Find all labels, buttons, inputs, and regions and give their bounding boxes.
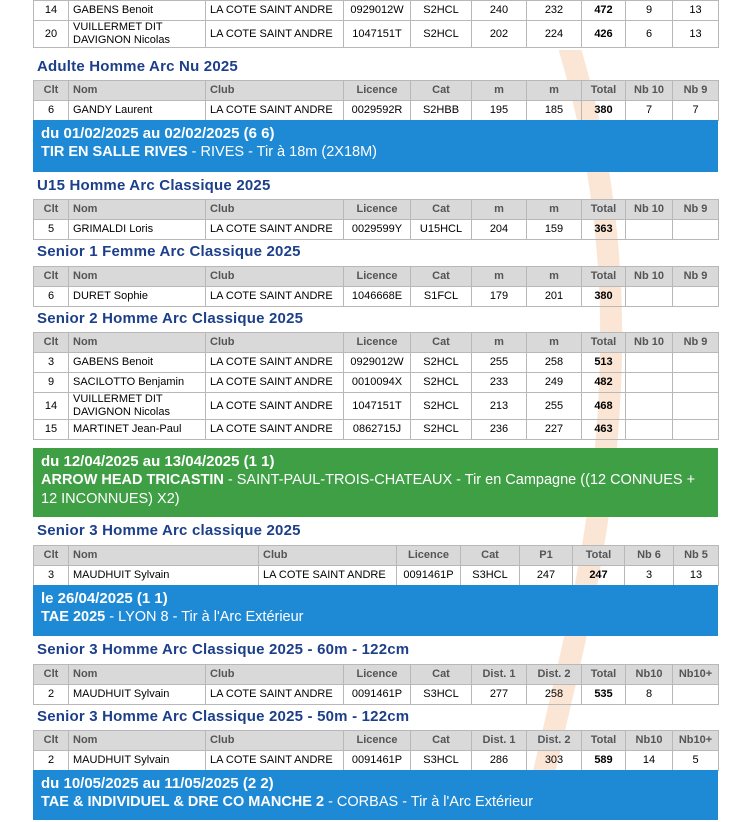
column-header: Nb 10 bbox=[626, 333, 673, 353]
cell-clt: 15 bbox=[34, 420, 69, 440]
table-row bbox=[34, 685, 719, 705]
column-header: Clt bbox=[34, 333, 69, 353]
section-title: Senior 3 Homme Arc Classique 2025 - 50m - 122cm bbox=[37, 708, 410, 725]
cell-cat: S2HCL bbox=[411, 373, 472, 393]
cell-m2: 255 bbox=[527, 393, 582, 420]
section-title: Senior 3 Homme Arc Classique 2025 - 60m - 122cm bbox=[37, 641, 410, 658]
cell-nb9 bbox=[673, 420, 719, 440]
column-header: Nb 9 bbox=[673, 267, 719, 287]
cell-nb10 bbox=[626, 373, 673, 393]
cell-clt: 2 bbox=[34, 751, 69, 771]
cell-m1: 236 bbox=[472, 420, 527, 440]
column-header: Nb10 bbox=[626, 731, 673, 751]
cell-total: 426 bbox=[582, 21, 626, 48]
cell-nb10 bbox=[626, 287, 673, 307]
column-header: m bbox=[472, 267, 527, 287]
cell-licence: 1047151T bbox=[344, 393, 411, 420]
column-header: Nb10 bbox=[626, 665, 673, 685]
cell-m2: 159 bbox=[527, 220, 582, 240]
column-header: Cat bbox=[411, 81, 472, 101]
event-date: le 26/04/2025 (1 1) bbox=[41, 590, 168, 607]
cell-m1: 204 bbox=[472, 220, 527, 240]
table-row bbox=[34, 420, 719, 440]
cell-total: 363 bbox=[582, 220, 626, 240]
table-row bbox=[34, 566, 719, 586]
column-header: m bbox=[527, 81, 582, 101]
event-banner bbox=[33, 448, 718, 517]
cell-total: 589 bbox=[582, 751, 626, 771]
event-details: - CORBAS - Tir à l'Arc Extérieur bbox=[324, 794, 534, 810]
column-header: Cat bbox=[411, 267, 472, 287]
column-header: Dist. 2 bbox=[527, 731, 582, 751]
cell-clt: 6 bbox=[34, 101, 69, 121]
table-s1 bbox=[33, 80, 719, 121]
cell-club: LA COTE SAINT ANDRE bbox=[259, 566, 397, 586]
cell-nb9 bbox=[673, 685, 719, 705]
column-header: m bbox=[472, 200, 527, 220]
column-header: Nom bbox=[69, 665, 206, 685]
cell-m1: 240 bbox=[472, 1, 527, 21]
column-header: Total bbox=[582, 81, 626, 101]
column-header: Nb 9 bbox=[673, 333, 719, 353]
column-header: m bbox=[527, 200, 582, 220]
table-row bbox=[34, 287, 719, 307]
cell-nom: VUILLERMET DIT DAVIGNON Nicolas bbox=[69, 393, 206, 420]
column-header: Nb 6 bbox=[625, 546, 674, 566]
cell-nb5: 13 bbox=[674, 566, 719, 586]
cell-licence: 1046668E bbox=[344, 287, 411, 307]
cell-m2: 258 bbox=[527, 353, 582, 373]
column-header: Total bbox=[582, 333, 626, 353]
column-header: Total bbox=[582, 665, 626, 685]
column-header: Clt bbox=[34, 665, 69, 685]
cell-m2: 185 bbox=[527, 101, 582, 121]
column-header: Club bbox=[259, 546, 397, 566]
cell-m1: 233 bbox=[472, 373, 527, 393]
column-header: m bbox=[527, 333, 582, 353]
column-header: Nom bbox=[69, 546, 259, 566]
table-row bbox=[34, 373, 719, 393]
cell-club: LA COTE SAINT ANDRE bbox=[206, 101, 344, 121]
cell-cat: U15HCL bbox=[411, 220, 472, 240]
section-title: Senior 2 Homme Arc Classique 2025 bbox=[37, 310, 304, 327]
cell-nb10: 8 bbox=[626, 685, 673, 705]
cell-total: 468 bbox=[582, 393, 626, 420]
cell-club: LA COTE SAINT ANDRE bbox=[206, 21, 344, 48]
table-row bbox=[34, 353, 719, 373]
column-header: m bbox=[472, 333, 527, 353]
event-details: - RIVES - Tir à 18m (2X18M) bbox=[187, 144, 377, 160]
cell-m1: 213 bbox=[472, 393, 527, 420]
cell-m2: 249 bbox=[527, 373, 582, 393]
cell-licence: 0862715J bbox=[344, 420, 411, 440]
cell-m1: 277 bbox=[472, 685, 527, 705]
cell-cat: S3HCL bbox=[461, 566, 520, 586]
cell-nb9: 5 bbox=[673, 751, 719, 771]
column-header: Nom bbox=[69, 81, 206, 101]
cell-licence: 0929012W bbox=[344, 353, 411, 373]
cell-clt: 20 bbox=[34, 21, 69, 48]
table-row bbox=[34, 220, 719, 240]
column-header: Total bbox=[573, 546, 625, 566]
column-header: Licence bbox=[344, 731, 411, 751]
column-header: Club bbox=[206, 267, 344, 287]
column-header: Total bbox=[582, 200, 626, 220]
column-header: Cat bbox=[411, 200, 472, 220]
column-header: Clt bbox=[34, 546, 69, 566]
cell-m1: 202 bbox=[472, 21, 527, 48]
column-header: Cat bbox=[411, 333, 472, 353]
event-date: du 12/04/2025 au 13/04/2025 (1 1) bbox=[41, 453, 275, 470]
column-header: Nb 10 bbox=[626, 267, 673, 287]
cell-cat: S3HCL bbox=[411, 685, 472, 705]
column-header: Dist. 1 bbox=[472, 731, 527, 751]
column-header: Licence bbox=[344, 333, 411, 353]
table-s2 bbox=[33, 199, 719, 240]
cell-clt: 14 bbox=[34, 1, 69, 21]
column-header: Nb10+ bbox=[673, 731, 719, 751]
cell-cat: S2HCL bbox=[411, 353, 472, 373]
column-header: Clt bbox=[34, 731, 69, 751]
cell-nb10 bbox=[626, 353, 673, 373]
event-name: ARROW HEAD TRICASTIN bbox=[41, 472, 224, 488]
cell-total: 463 bbox=[582, 420, 626, 440]
cell-m1: 179 bbox=[472, 287, 527, 307]
event-name: TAE 2025 bbox=[41, 609, 106, 625]
cell-nb9: 13 bbox=[673, 21, 719, 48]
column-header: Licence bbox=[397, 546, 461, 566]
cell-club: LA COTE SAINT ANDRE bbox=[206, 287, 344, 307]
cell-nom: DURET Sophie bbox=[69, 287, 206, 307]
event-banner bbox=[33, 585, 718, 636]
cell-nom: SACILOTTO Benjamin bbox=[69, 373, 206, 393]
cell-total: 513 bbox=[582, 353, 626, 373]
column-header: Dist. 2 bbox=[527, 665, 582, 685]
table-row bbox=[34, 21, 719, 48]
cell-cat: S2HCL bbox=[411, 393, 472, 420]
cell-nom: GABENS Benoit bbox=[69, 1, 206, 21]
cell-clt: 5 bbox=[34, 220, 69, 240]
column-header: P1 bbox=[520, 546, 573, 566]
cell-clt: 14 bbox=[34, 393, 69, 420]
cell-club: LA COTE SAINT ANDRE bbox=[206, 393, 344, 420]
table-row bbox=[34, 101, 719, 121]
cell-nom: VUILLERMET DIT DAVIGNON Nicolas bbox=[69, 21, 206, 48]
cell-nom: GANDY Laurent bbox=[69, 101, 206, 121]
column-header: Nb10+ bbox=[673, 665, 719, 685]
table-row bbox=[34, 393, 719, 420]
column-header: Nom bbox=[69, 731, 206, 751]
event-details: - LYON 8 - Tir à l'Arc Extérieur bbox=[105, 609, 304, 625]
cell-total: 535 bbox=[582, 685, 626, 705]
section-title: U15 Homme Arc Classique 2025 bbox=[37, 177, 271, 194]
cell-total: 247 bbox=[573, 566, 625, 586]
cell-cat: S1FCL bbox=[411, 287, 472, 307]
column-header: Cat bbox=[411, 665, 472, 685]
cell-nb6: 3 bbox=[625, 566, 674, 586]
cell-total: 472 bbox=[582, 1, 626, 21]
column-header: Club bbox=[206, 333, 344, 353]
cell-nom: MAUDHUIT Sylvain bbox=[69, 566, 259, 586]
cell-nom: GABENS Benoit bbox=[69, 353, 206, 373]
cell-nb10 bbox=[626, 393, 673, 420]
cell-licence: 0029599Y bbox=[344, 220, 411, 240]
column-header: Licence bbox=[344, 200, 411, 220]
cell-licence: 0010094X bbox=[344, 373, 411, 393]
column-header: Nb 5 bbox=[674, 546, 719, 566]
cell-nb10 bbox=[626, 220, 673, 240]
cell-nb10: 7 bbox=[626, 101, 673, 121]
cell-club: LA COTE SAINT ANDRE bbox=[206, 220, 344, 240]
section-title: Senior 1 Femme Arc Classique 2025 bbox=[37, 243, 301, 260]
column-header: Nb 10 bbox=[626, 200, 673, 220]
event-details: - SAINT-PAUL-TROIS-CHATEAUX - Tir en Campagne ((12 CONNUES + 12 INCONNUES) X2) bbox=[41, 472, 696, 507]
cell-licence: 0091461P bbox=[344, 751, 411, 771]
section-title: Senior 3 Homme Arc classique 2025 bbox=[37, 522, 301, 539]
cell-clt: 2 bbox=[34, 685, 69, 705]
cell-nom: MARTINET Jean-Paul bbox=[69, 420, 206, 440]
table-top-partial bbox=[33, 0, 719, 48]
event-banner bbox=[33, 120, 718, 172]
cell-nom: MAUDHUIT Sylvain bbox=[69, 685, 206, 705]
cell-total: 380 bbox=[582, 101, 626, 121]
cell-licence: 0091461P bbox=[344, 685, 411, 705]
event-date: du 10/05/2025 au 11/05/2025 (2 2) bbox=[41, 775, 274, 792]
column-header: Total bbox=[582, 267, 626, 287]
cell-nb9 bbox=[673, 373, 719, 393]
column-header: Licence bbox=[344, 81, 411, 101]
column-header: Total bbox=[582, 731, 626, 751]
column-header: Nom bbox=[69, 267, 206, 287]
column-header: Nb 10 bbox=[626, 81, 673, 101]
table-row bbox=[34, 751, 719, 771]
cell-m1: 195 bbox=[472, 101, 527, 121]
cell-nb9: 13 bbox=[673, 1, 719, 21]
column-header: Club bbox=[206, 665, 344, 685]
cell-cat: S2HCL bbox=[411, 21, 472, 48]
column-header: Nb 9 bbox=[673, 200, 719, 220]
column-header: Cat bbox=[461, 546, 520, 566]
cell-clt: 6 bbox=[34, 287, 69, 307]
column-header: Club bbox=[206, 81, 344, 101]
cell-club: LA COTE SAINT ANDRE bbox=[206, 685, 344, 705]
cell-nb9 bbox=[673, 353, 719, 373]
event-banner bbox=[33, 770, 718, 820]
cell-licence: 1047151T bbox=[344, 21, 411, 48]
cell-club: LA COTE SAINT ANDRE bbox=[206, 1, 344, 21]
cell-m2: 227 bbox=[527, 420, 582, 440]
cell-cat: S2HCL bbox=[411, 420, 472, 440]
table-s3 bbox=[33, 266, 719, 307]
cell-nom: MAUDHUIT Sylvain bbox=[69, 751, 206, 771]
column-header: Clt bbox=[34, 200, 69, 220]
table-s6 bbox=[33, 664, 719, 705]
table-s4 bbox=[33, 332, 719, 440]
cell-m1: 255 bbox=[472, 353, 527, 373]
column-header: Nom bbox=[69, 333, 206, 353]
table-s5 bbox=[33, 545, 719, 586]
cell-club: LA COTE SAINT ANDRE bbox=[206, 751, 344, 771]
cell-club: LA COTE SAINT ANDRE bbox=[206, 420, 344, 440]
event-date: du 01/02/2025 au 02/02/2025 (6 6) bbox=[41, 125, 275, 142]
cell-nb10: 9 bbox=[626, 1, 673, 21]
column-header: m bbox=[527, 267, 582, 287]
cell-clt: 3 bbox=[34, 353, 69, 373]
column-header: Cat bbox=[411, 731, 472, 751]
cell-nb10: 14 bbox=[626, 751, 673, 771]
column-header: m bbox=[472, 81, 527, 101]
cell-cat: S2HCL bbox=[411, 1, 472, 21]
cell-nb9: 7 bbox=[673, 101, 719, 121]
table-row bbox=[34, 1, 719, 21]
cell-m2: 224 bbox=[527, 21, 582, 48]
cell-licence: 0091461P bbox=[397, 566, 461, 586]
cell-clt: 3 bbox=[34, 566, 69, 586]
column-header: Licence bbox=[344, 267, 411, 287]
cell-m2: 232 bbox=[527, 1, 582, 21]
cell-licence: 0929012W bbox=[344, 1, 411, 21]
column-header: Clt bbox=[34, 267, 69, 287]
event-name: TAE & INDIVIDUEL & DRE CO MANCHE 2 bbox=[41, 794, 325, 810]
section-title: Adulte Homme Arc Nu 2025 bbox=[37, 58, 238, 75]
cell-nom: GRIMALDI Loris bbox=[69, 220, 206, 240]
cell-total: 380 bbox=[582, 287, 626, 307]
cell-nb10 bbox=[626, 420, 673, 440]
cell-total: 482 bbox=[582, 373, 626, 393]
table-s7 bbox=[33, 730, 719, 771]
cell-m2: 258 bbox=[527, 685, 582, 705]
cell-nb9 bbox=[673, 220, 719, 240]
cell-m1: 286 bbox=[472, 751, 527, 771]
cell-p1: 247 bbox=[520, 566, 573, 586]
cell-club: LA COTE SAINT ANDRE bbox=[206, 353, 344, 373]
cell-nb10: 6 bbox=[626, 21, 673, 48]
cell-nb9 bbox=[673, 393, 719, 420]
column-header: Licence bbox=[344, 665, 411, 685]
column-header: Club bbox=[206, 200, 344, 220]
event-name: TIR EN SALLE RIVES bbox=[41, 144, 188, 160]
column-header: Club bbox=[206, 731, 344, 751]
cell-m2: 201 bbox=[527, 287, 582, 307]
cell-club: LA COTE SAINT ANDRE bbox=[206, 373, 344, 393]
column-header: Clt bbox=[34, 81, 69, 101]
column-header: Nom bbox=[69, 200, 206, 220]
column-header: Nb 9 bbox=[673, 81, 719, 101]
cell-m2: 303 bbox=[527, 751, 582, 771]
cell-cat: S2HBB bbox=[411, 101, 472, 121]
cell-clt: 9 bbox=[34, 373, 69, 393]
cell-nb9 bbox=[673, 287, 719, 307]
column-header: Dist. 1 bbox=[472, 665, 527, 685]
cell-licence: 0029592R bbox=[344, 101, 411, 121]
cell-cat: S3HCL bbox=[411, 751, 472, 771]
